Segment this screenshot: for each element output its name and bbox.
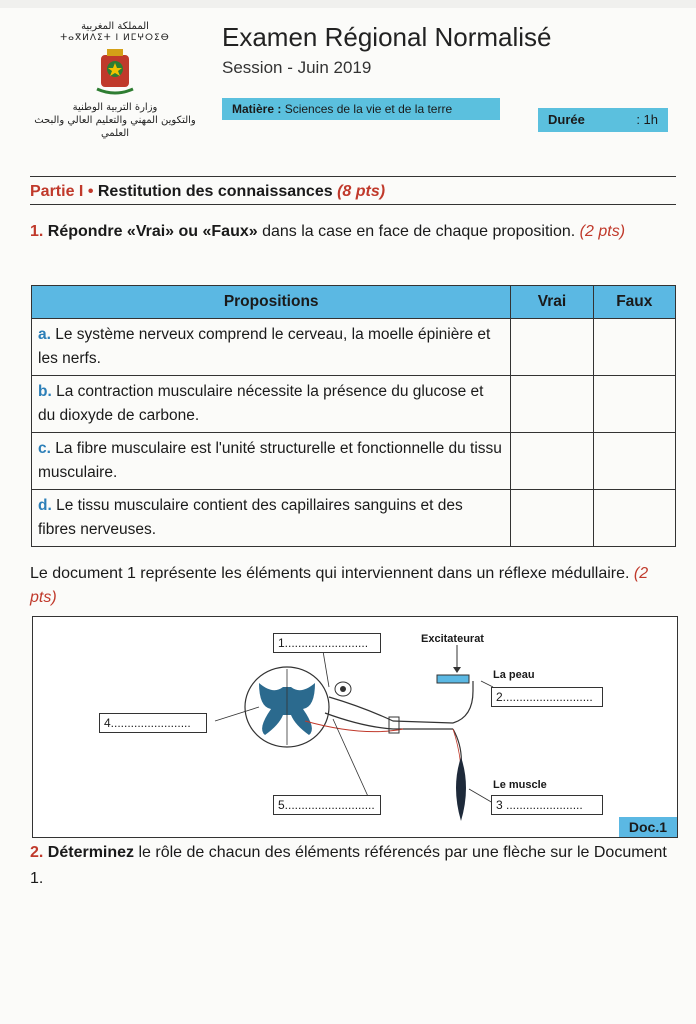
question-2-bold: Déterminez bbox=[47, 844, 135, 861]
kingdom-arabic: المملكة المغربية bbox=[81, 21, 149, 32]
answer-box-5[interactable]: 5........................... bbox=[273, 795, 381, 815]
proposition-d bbox=[32, 490, 511, 547]
proposition-letter: d. bbox=[38, 497, 52, 514]
answer-box-2[interactable]: 2........................... bbox=[491, 687, 603, 707]
document-intro-text: Le document 1 représente les éléments qui interviennent dans un réflexe médullaire. bbox=[30, 565, 630, 582]
muscle-shape bbox=[456, 757, 466, 821]
skin-patch bbox=[437, 675, 469, 683]
proposition-text: Le tissu musculaire contient des capillaires sanguins et des fibres nerveuses. bbox=[38, 497, 463, 538]
section-prefix: Partie I bbox=[30, 183, 84, 200]
question-1 bbox=[30, 220, 670, 244]
label-peau: La peau bbox=[493, 669, 535, 681]
exam-title: Examen Régional Normalisé bbox=[222, 22, 552, 52]
divider-top bbox=[30, 176, 676, 177]
proposition-text: Le système nerveux comprend le cerveau, la moelle épinière et les nerfs. bbox=[38, 326, 491, 367]
answer-faux-cell[interactable] bbox=[593, 433, 675, 490]
answer-faux-cell[interactable] bbox=[593, 376, 675, 433]
document-intro bbox=[30, 562, 670, 610]
table-row bbox=[32, 433, 676, 490]
answer-box-4[interactable]: 4........................ bbox=[99, 713, 207, 733]
document-intro-points: (2 pts) bbox=[30, 565, 649, 606]
ganglion-nucleus bbox=[340, 686, 346, 692]
question-2-number: 2. bbox=[30, 844, 44, 861]
exam-session: Session - Juin 2019 bbox=[222, 58, 372, 77]
answer-vrai-cell[interactable] bbox=[511, 376, 593, 433]
proposition-c bbox=[32, 433, 511, 490]
question-1-number: 1. bbox=[30, 223, 44, 240]
table-row bbox=[32, 319, 676, 376]
proposition-text: La contraction musculaire nécessite la présence du glucose et du dioxyde de carbone. bbox=[38, 383, 484, 424]
duration-banner bbox=[538, 108, 668, 132]
proposition-letter: a. bbox=[38, 326, 51, 343]
section-bullet: • bbox=[87, 183, 94, 200]
royal-emblem-icon bbox=[93, 49, 137, 95]
question-1-bold: Répondre «Vrai» ou «Faux» bbox=[47, 223, 258, 240]
header-vrai: Vrai bbox=[511, 286, 593, 319]
answer-faux-cell[interactable] bbox=[593, 319, 675, 376]
subject-value: Sciences de la vie et de la terre bbox=[284, 102, 453, 116]
divider-bottom bbox=[30, 204, 676, 205]
proposition-letter: b. bbox=[38, 383, 52, 400]
answer-vrai-cell[interactable] bbox=[511, 319, 593, 376]
section-points: (8 pts) bbox=[337, 183, 386, 200]
label-excitateur: Excitateurat bbox=[421, 633, 484, 645]
ministry-logo-block bbox=[30, 20, 200, 140]
proposition-letter: c. bbox=[38, 440, 51, 457]
leader-3 bbox=[469, 789, 493, 803]
proposition-text: La fibre musculaire est l'unité structurelle et fonctionnelle du tissu musculaire. bbox=[38, 440, 502, 481]
section-heading bbox=[30, 183, 385, 201]
answer-vrai-cell[interactable] bbox=[511, 490, 593, 547]
proposition-b bbox=[32, 376, 511, 433]
answer-vrai-cell[interactable] bbox=[511, 433, 593, 490]
header-propositions: Propositions bbox=[32, 286, 511, 319]
question-1-text: dans la case en face de chaque proposition. bbox=[262, 223, 576, 240]
stimulus-arrowhead bbox=[453, 667, 461, 673]
question-1-points: (2 pts) bbox=[579, 223, 626, 240]
subject-banner bbox=[222, 98, 500, 120]
duration-value: : 1h bbox=[636, 112, 658, 127]
subject-label: Matière : bbox=[232, 102, 282, 116]
answer-faux-cell[interactable] bbox=[593, 490, 675, 547]
duration-label: Durée bbox=[548, 112, 585, 127]
reflex-diagram bbox=[32, 616, 678, 838]
top-strip bbox=[0, 0, 696, 8]
table-header-row bbox=[32, 286, 676, 319]
section-title: Restitution des connaissances bbox=[97, 183, 333, 200]
sensory-branch bbox=[453, 681, 473, 723]
ministry-arabic-2: والتكوين المهني والتعليم العالي والبحث bbox=[34, 115, 196, 126]
answer-box-3[interactable]: 3 ....................... bbox=[491, 795, 603, 815]
ministry-arabic-1: وزارة التربية الوطنية bbox=[72, 102, 158, 113]
kingdom-tifinagh: ⵜⴰⴳⵍⴷⵉⵜ ⵏ ⵍⵎⵖⵔⵉⴱ bbox=[60, 33, 170, 43]
leader-1 bbox=[323, 651, 329, 687]
table-row bbox=[32, 376, 676, 433]
question-2-text: le rôle de chacun des éléments référencés par une flèche sur le Document 1. bbox=[30, 844, 667, 887]
sensory-fiber bbox=[329, 697, 453, 723]
label-muscle: Le muscle bbox=[493, 779, 547, 791]
header-faux: Faux bbox=[593, 286, 675, 319]
ministry-arabic-3: العلمي bbox=[100, 128, 130, 139]
question-2 bbox=[30, 840, 680, 892]
propositions-table bbox=[31, 285, 676, 547]
answer-box-1[interactable]: 1......................... bbox=[273, 633, 381, 653]
doc-badge: Doc.1 bbox=[619, 817, 677, 837]
proposition-a bbox=[32, 319, 511, 376]
table-row bbox=[32, 490, 676, 547]
